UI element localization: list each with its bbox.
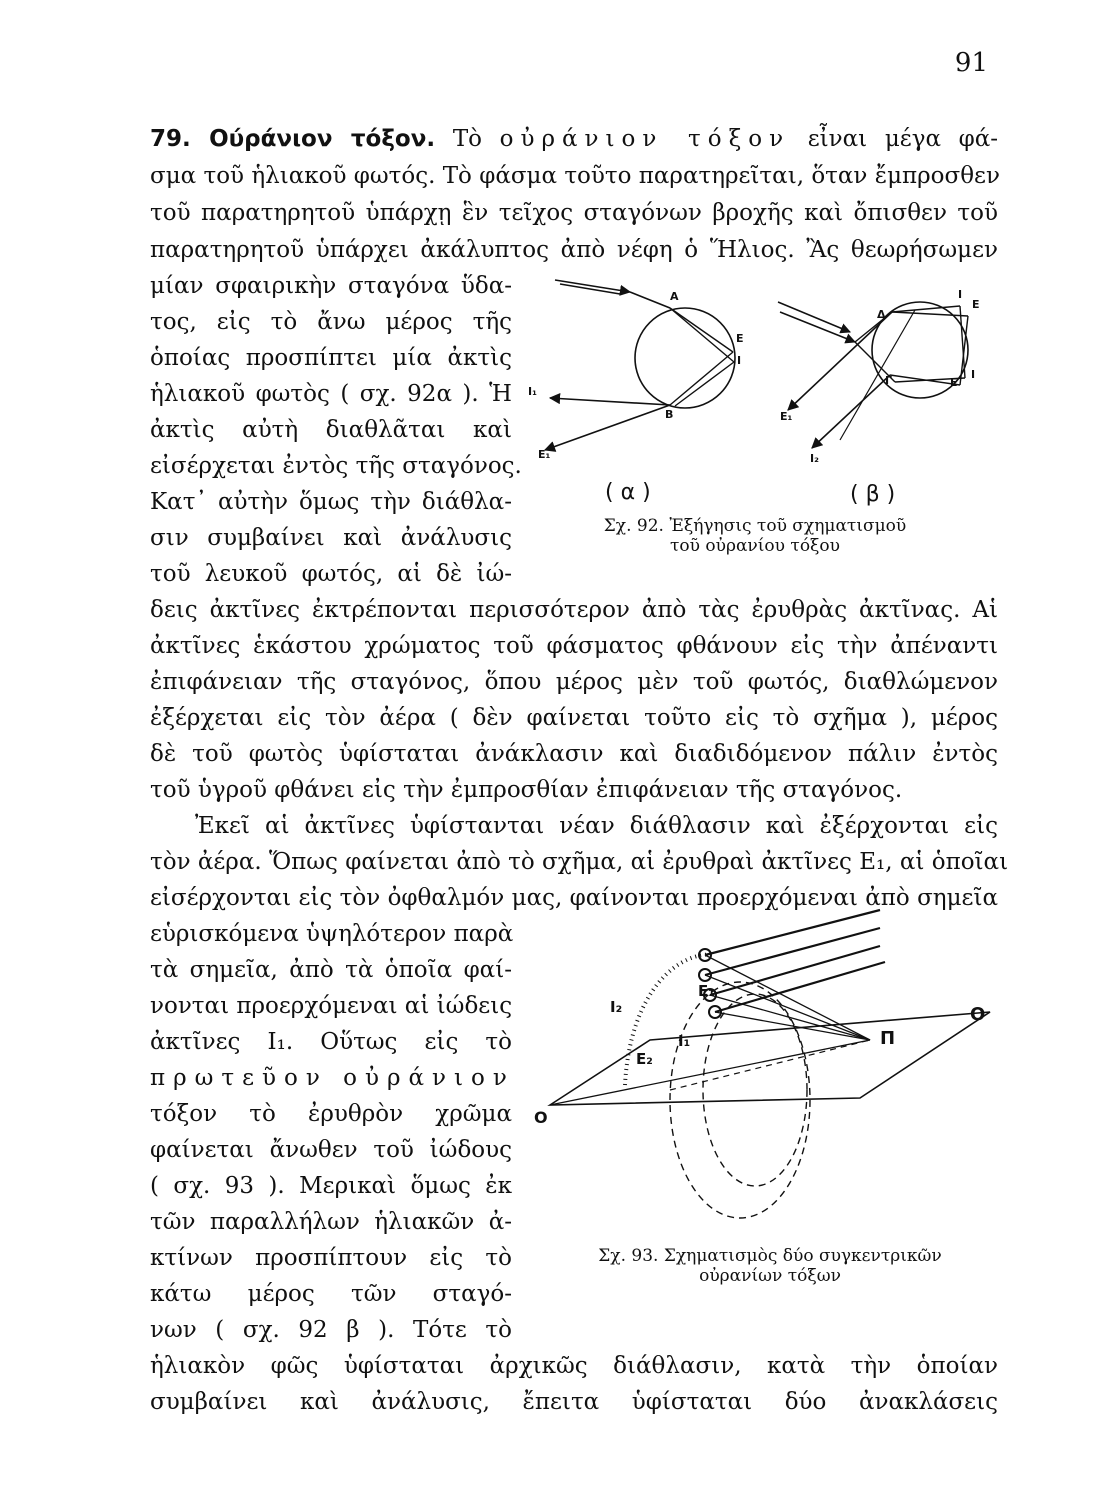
text-line: σμα τοῦ ἡλιακοῦ φωτός. Τὸ φάσμα τοῦτο παρατηρεῖται, ὅταν ἔμπροσθεν xyxy=(150,163,1000,189)
point-label: I₁ xyxy=(678,1032,691,1050)
point-label: I₁ xyxy=(528,385,537,398)
text-line: ἡλιακοῦ φωτὸς ( σχ. 92α ). Ἡ xyxy=(150,381,512,407)
text-line: ὁποίας προσπίπτει μία ἀκτὶς xyxy=(150,345,512,371)
text-line: ἀκτὶς αὐτὴ διαθλᾶται καὶ xyxy=(150,417,512,443)
point-label: E₁ xyxy=(780,410,793,423)
point-label: I xyxy=(737,354,742,367)
figure-93-caption: Σχ. 93. Σχηματισμὸς δύο συγκεντρικῶν οὐρανίων τόξων xyxy=(598,1246,942,1286)
text-line: παρατηρητοῦ ὑπάρχει ἀκάλυπτος ἀπὸ νέφη ὁ Ἥλιος. Ἂς θεωρήσωμεν xyxy=(150,237,998,263)
point-label: I xyxy=(971,368,976,381)
text-line: μίαν σφαιρικὴν σταγόνα ὕδα- xyxy=(150,273,512,299)
text-line: 79. Ούράνιον τόξον. Τὸ οὐράνιον τόξον εἶναι μέγα φά- xyxy=(150,126,999,152)
point-label: E xyxy=(736,332,744,345)
point-label: Δ xyxy=(877,308,886,321)
text-line: ( σχ. 93 ). Μερικαὶ ὅμως ἐκ xyxy=(150,1173,512,1199)
subfigure-label-a: ( α ) xyxy=(605,480,651,505)
point-label: Π xyxy=(880,1028,896,1049)
text-line: εὑρισκόμενα ὑψηλότερον παρὰ xyxy=(150,921,514,947)
figure-92 xyxy=(520,270,1010,570)
point-label: E₁ xyxy=(698,982,715,1000)
text-line: συμβαίνει καὶ ἀνάλυσις, ἔπειτα ὑφίσταται δύο ἀνακλάσεις xyxy=(150,1389,998,1415)
text-line: τοῦ παρατηρητοῦ ὑπάρχῃ ἓν τεῖχος σταγόνων βροχῆς καὶ ὄπισθεν τοῦ xyxy=(150,200,998,226)
text-line: εἰσέρχονται εἰς τὸν ὀφθαλμόν μας, φαίνονται προερχόμεναι ἀπὸ σημεῖα xyxy=(150,885,998,911)
section-title: 79. Ούράνιον τόξον. xyxy=(150,126,436,152)
text-line: ἐπιφάνειαν τῆς σταγόνος, ὅπου μέρος μὲν τοῦ φωτός, διαθλώμενον xyxy=(150,669,998,695)
point-label: E₁ xyxy=(538,448,551,461)
text-line: κάτω μέρος τῶν σταγό- xyxy=(150,1281,512,1307)
text-line: ἐξέρχεται εἰς τὸν ἀέρα ( δὲν φαίνεται τοῦτο εἰς τὸ σχῆμα ), μέρος xyxy=(150,705,998,731)
text-line: τῶν παραλλήλων ἡλιακῶν ἀ- xyxy=(150,1209,512,1235)
text-line: ἡλιακὸν φῶς ὑφίσταται ἀρχικῶς διάθλασιν, κατὰ τὴν ὁποίαν xyxy=(150,1353,998,1379)
text-line: Κατ᾿ αὐτὴν ὅμως τὴν διάθλα- xyxy=(150,489,512,515)
point-label: I₂ xyxy=(810,452,819,465)
text-line: ἀκτῖνες ἑκάστου χρώματος τοῦ φάσματος φθάνουν εἰς τὴν ἀπέναντι xyxy=(150,633,998,659)
point-label: E xyxy=(950,376,958,389)
text-line: σιν συμβαίνει καὶ ἀνάλυσις xyxy=(150,525,512,551)
text-line: τοῦ ὑγροῦ φθάνει εἰς τὴν ἐμπροσθίαν ἐπιφάνειαν τῆς σταγόνος. xyxy=(150,777,903,803)
text-line: ἀκτῖνες Ι₁. Οὕτως εἰς τὸ xyxy=(150,1029,512,1055)
point-label: I₂ xyxy=(610,998,623,1016)
point-label: I xyxy=(958,288,963,301)
text-line: δεις ἀκτῖνες ἐκτρέπονται περισσότερον ἀπὸ τὰς ἐρυθρὰς ἀκτῖνας. Αἱ xyxy=(150,597,998,623)
page-number: 91 xyxy=(954,48,988,78)
text-line: τόξον τὸ ἐρυθρὸν χρῶμα xyxy=(150,1101,512,1127)
text-line: τὰ σημεῖα, ἀπὸ τὰ ὁποῖα φαί- xyxy=(150,957,512,983)
text-line: νονται προερχόμεναι αἱ ἰώδεις xyxy=(150,993,513,1019)
figure-93 xyxy=(530,900,1010,1320)
text-line: εἰσέρχεται ἐντὸς τῆς σταγόνος. xyxy=(150,453,522,479)
point-label: E xyxy=(972,298,980,311)
point-label: Γ xyxy=(885,374,893,387)
text-line: πρωτεῦον οὐράνιον xyxy=(150,1065,515,1091)
point-label: O xyxy=(534,1108,548,1127)
point-label: E₂ xyxy=(636,1050,653,1068)
text-line: φαίνεται ἄνωθεν τοῦ ἰώδους xyxy=(150,1137,512,1163)
text-line: τος, εἰς τὸ ἄνω μέρος τῆς xyxy=(150,309,512,335)
point-label: B xyxy=(665,408,674,421)
point-label: O xyxy=(970,1004,986,1025)
text-line: Ἐκεῖ αἱ ἀκτῖνες ὑφίστανται νέαν διάθλασιν καὶ ἐξέρχονται εἰς xyxy=(150,813,998,839)
text-line: νων ( σχ. 92 β ). Τότε τὸ xyxy=(150,1317,512,1343)
text-line: δὲ τοῦ φωτὸς ὑφίσταται ἀνάκλασιν καὶ διαδιδόμενον πάλιν ἐντὸς xyxy=(150,741,998,767)
text-line: κτίνων προσπίπτουν εἰς τὸ xyxy=(150,1245,512,1271)
subfigure-label-b: ( β ) xyxy=(850,482,896,507)
figure-92-caption: Σχ. 92. Ἐξήγησις τοῦ σχηματισμοῦ τοῦ οὐρανίου τόξου xyxy=(603,516,907,556)
point-label: A xyxy=(670,290,679,303)
text-line: τὸν ἀέρα. Ὅπως φαίνεται ἀπὸ τὸ σχῆμα, αἱ ἐρυθραὶ ἀκτῖνες Ε₁, αἱ ὁποῖαι xyxy=(150,849,1009,875)
text-line: τοῦ λευκοῦ φωτός, αἱ δὲ ἰώ- xyxy=(150,561,512,587)
